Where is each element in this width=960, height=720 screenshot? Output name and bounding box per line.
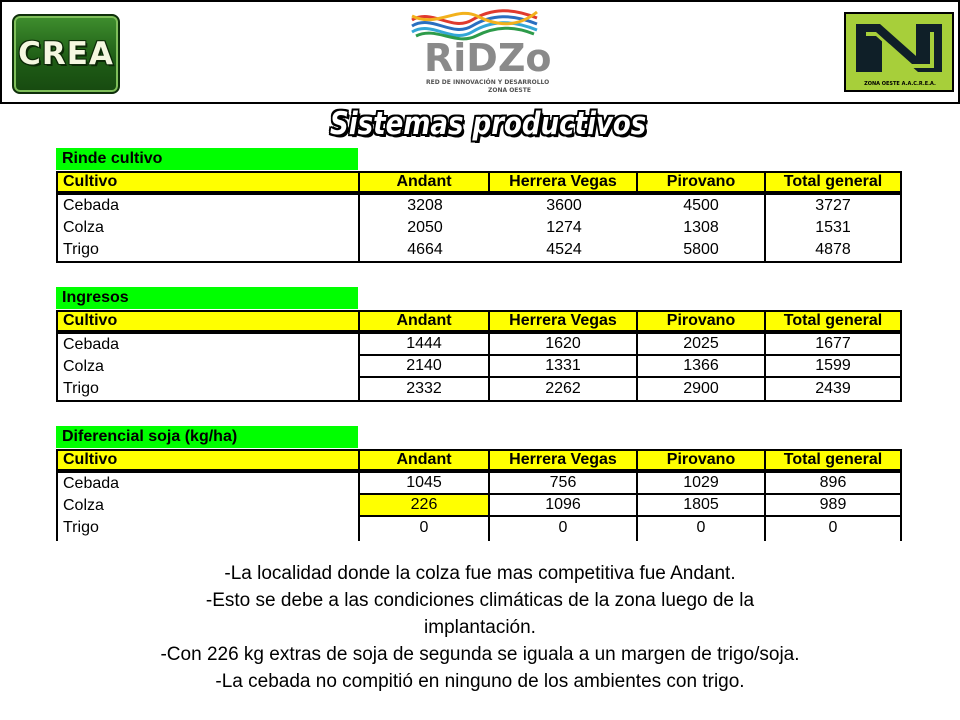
table-cell: 3600 (546, 197, 582, 214)
table-title: Ingresos (56, 287, 358, 309)
page-title: Sistemas productivos (330, 106, 647, 142)
table-cell: 896 (766, 473, 900, 495)
table-cell: Trigo (63, 380, 99, 397)
table-cell: 4524 (546, 241, 582, 258)
table-header-row (56, 171, 902, 193)
table-cell: 756 (490, 473, 636, 495)
andant-column (360, 195, 490, 261)
andant-column (360, 473, 490, 541)
note-line: -La cebada no compitió en ninguno de los ambientes con trigo. (215, 671, 745, 692)
table-cell: 1531 (815, 219, 851, 236)
table-cell: 1366 (638, 356, 764, 378)
table-cell: 2332 (406, 380, 442, 397)
total-general-column (766, 334, 900, 400)
note-line: -Esto se debe a las condiciones climáticas de la zona luego de la (205, 590, 755, 611)
herrera-vegas-column (490, 473, 638, 541)
table-cell: 3208 (407, 197, 443, 214)
table-cell: Trigo (63, 241, 99, 258)
table-cell: Cebada (63, 475, 120, 492)
pirovano-column (638, 334, 766, 400)
pirovano-column (638, 473, 766, 541)
cultivo-column (58, 195, 360, 261)
table-title: Diferencial soja (kg/ha) (56, 426, 358, 448)
column-header: Cultivo (58, 451, 360, 469)
table-header-row (56, 449, 902, 471)
note-line: -La localidad donde la colza fue mas competitiva fue Andant. (224, 563, 736, 584)
column-header: Pirovano (638, 173, 766, 191)
table-cell: 1444 (360, 334, 488, 356)
crea-logo (12, 14, 120, 94)
table-cell: 4664 (407, 241, 443, 258)
ridzo-logo-subtitle: RED DE INNOVACIÓN Y DESARROLLO (426, 79, 550, 86)
andant-column (360, 334, 490, 400)
table-cell: 0 (696, 519, 706, 536)
table-cell: Colza (63, 497, 104, 514)
column-header: Pirovano (638, 451, 766, 469)
zona-oeste-caption: ZONA OESTE A.A.C.R.E.A. (864, 81, 936, 87)
zona-oeste-logo (844, 12, 954, 92)
zona-oeste-emblem-icon (846, 16, 952, 80)
column-header: Cultivo (58, 173, 360, 191)
table-cell: Trigo (63, 519, 99, 536)
herrera-vegas-column (490, 334, 638, 400)
table-cell: 1274 (546, 219, 582, 236)
table-cell: 1677 (766, 334, 900, 356)
table-cell: 989 (766, 495, 900, 517)
table-title: Rinde cultivo (56, 148, 358, 170)
table-cell: 0 (419, 519, 429, 536)
column-header: Andant (360, 451, 490, 469)
ridzo-logo (402, 6, 552, 98)
table-cell: Cebada (63, 336, 120, 353)
table-cell: Colza (63, 219, 104, 236)
table-cell: 2140 (360, 356, 488, 378)
table-cell: 1308 (683, 219, 719, 236)
column-header: Total general (783, 451, 883, 468)
highlighted-cell: 226 (360, 495, 488, 517)
table-cell: 1620 (490, 334, 636, 356)
header-banner (0, 0, 960, 104)
note-line: implantación. (424, 617, 536, 638)
column-header: Cultivo (58, 312, 360, 330)
column-header: Herrera Vegas (490, 173, 638, 191)
total-general-column (766, 473, 900, 541)
ridzo-logo-name: RiDZo (424, 36, 552, 80)
table-cell: 2025 (638, 334, 764, 356)
note-line: -Con 226 kg extras de soja de segunda se iguala a un margen de trigo/soja. (160, 644, 800, 665)
table-cell: 1029 (638, 473, 764, 495)
herrera-vegas-column (490, 195, 638, 261)
column-header: Andant (360, 173, 490, 191)
column-header: Pirovano (638, 312, 766, 330)
table-cell: 2900 (683, 380, 719, 397)
table-cell: 4878 (815, 241, 851, 258)
column-header: Herrera Vegas (490, 451, 638, 469)
table-body (56, 332, 902, 402)
table-cell: 0 (828, 519, 838, 536)
column-header: Total general (783, 173, 883, 190)
table-cell: 1045 (360, 473, 488, 495)
table-cell: 2262 (545, 380, 581, 397)
table-cell: 5800 (683, 241, 719, 258)
table-cell: 1331 (490, 356, 636, 378)
column-header: Andant (360, 312, 490, 330)
cultivo-column (58, 334, 360, 400)
table-cell: Colza (63, 358, 104, 375)
table-header-row (56, 310, 902, 332)
table-body (56, 471, 902, 541)
table-cell: 0 (558, 519, 568, 536)
ridzo-logo-subtitle-zone: ZONA OESTE (488, 87, 531, 94)
table-cell: 1599 (766, 356, 900, 378)
table-cell: 2439 (815, 380, 851, 397)
column-header: Total general (783, 312, 883, 329)
table-cell: 1805 (638, 495, 764, 517)
table-cell: 3727 (815, 197, 851, 214)
pirovano-column (638, 195, 766, 261)
table-cell: 1096 (490, 495, 636, 517)
cultivo-column (58, 473, 360, 541)
total-general-column (766, 195, 900, 261)
table-cell: 4500 (683, 197, 719, 214)
column-header: Herrera Vegas (490, 312, 638, 330)
table-body (56, 193, 902, 263)
crea-logo-text: CREA (18, 36, 114, 72)
table-cell: Cebada (63, 197, 120, 214)
conclusions-text (40, 560, 920, 695)
table-cell: 2050 (407, 219, 443, 236)
